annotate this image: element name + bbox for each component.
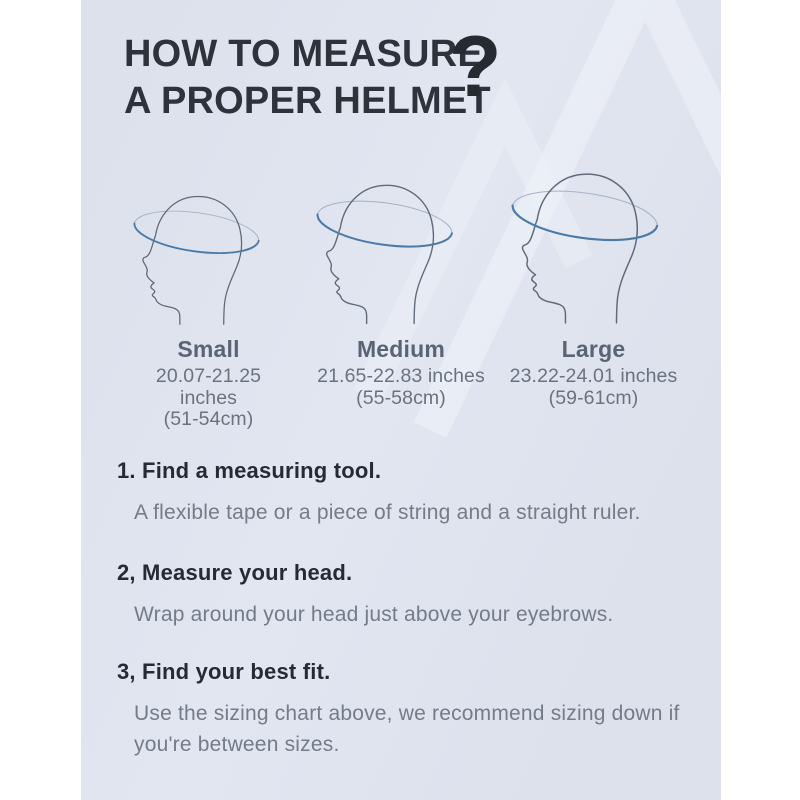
head-profile-measuring-band-icon	[303, 174, 475, 333]
head-profile-measuring-band-icon	[497, 162, 682, 333]
step-1-title: 1. Find a measuring tool.	[117, 458, 382, 483]
size-column-medium	[311, 163, 491, 409]
size-name-large: Large	[561, 336, 626, 362]
size-name-small: Small	[177, 336, 240, 362]
infographic-card	[81, 0, 721, 800]
size-column-small	[126, 163, 291, 431]
size-cm-small: (51-54cm)	[163, 408, 254, 430]
step-3-title: 3, Find your best fit.	[117, 659, 331, 684]
head-illustration-medium-wrap	[311, 163, 491, 333]
size-name-medium: Medium	[356, 336, 446, 362]
size-inches-medium: 21.65-22.83 inches	[317, 365, 485, 387]
question-mark-glyph: ?	[449, 19, 502, 115]
step-3-description: Use the sizing chart above, we recommend sizing down if you're between sizes.	[134, 702, 680, 756]
step-3	[117, 659, 709, 760]
size-cm-medium: (55-58cm)	[356, 386, 446, 409]
size-inches-small: 20.07-21.25 inches	[155, 365, 262, 409]
step-2-title: 2, Measure your head.	[117, 560, 353, 585]
size-inches-large: 23.22-24.01 inches	[509, 365, 678, 387]
step-2-description: Wrap around your head just above your eyebrows.	[134, 603, 614, 626]
page-title	[124, 31, 491, 125]
page-title-line2: A PROPER HELMET	[124, 80, 491, 122]
size-cm-large: (59-61cm)	[548, 386, 639, 409]
head-illustration-small-wrap	[126, 163, 291, 333]
head-illustration-large-wrap	[501, 163, 686, 333]
step-2	[117, 560, 709, 630]
size-column-large	[501, 163, 686, 409]
head-profile-measuring-band-icon	[121, 186, 280, 333]
page-title-line1: HOW TO MEASURE	[124, 33, 483, 75]
step-1-description: A flexible tape or a piece of string and a straight ruler.	[134, 501, 641, 524]
step-1	[117, 458, 709, 528]
